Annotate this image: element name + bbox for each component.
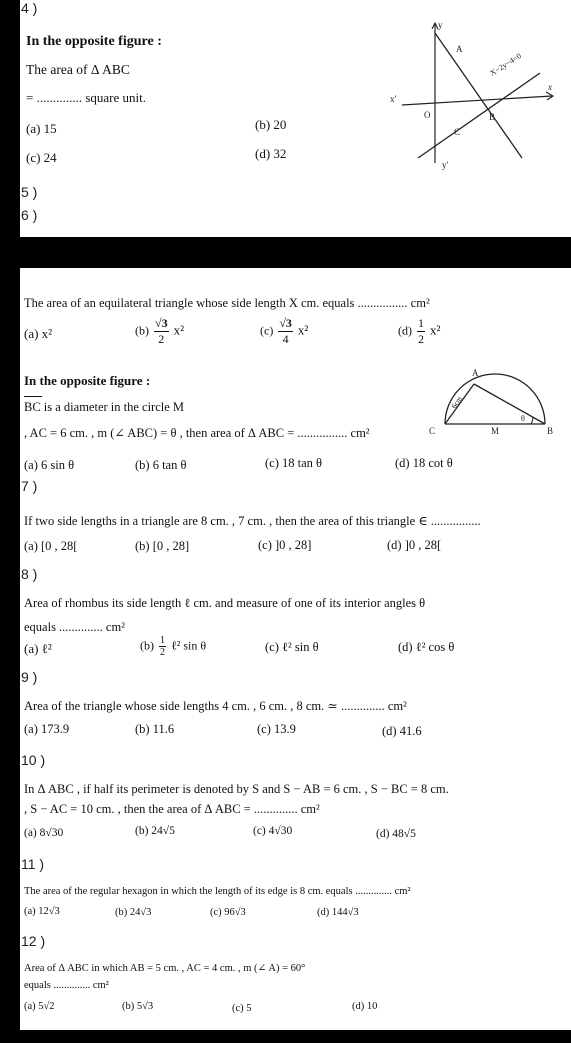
x-neg-label: x′	[390, 94, 397, 104]
point-a-label: A	[472, 368, 479, 378]
q8-option-c: (c) ℓ² sin θ	[265, 640, 319, 654]
q8-option-b: (b) $\frac{1}{2}$ ℓ² sin θ	[140, 635, 207, 658]
q-equilateral-option-b: (b) $\frac{√3}{2}$ x²	[135, 316, 184, 346]
q9-text: Area of the triangle whose side lengths 4 cm. , 6 cm. , 8 cm. ≃ .............. cm²	[24, 699, 407, 713]
q9-option-b: (b) 11.6	[135, 722, 175, 736]
q12-option-d: (d) 10	[352, 1001, 378, 1012]
question-number-11: 11 )	[21, 856, 45, 872]
question-number-10: 10 )	[21, 752, 46, 768]
q4-option-d: (d) 32	[255, 146, 287, 161]
q9-option-a: (a) 173.9	[24, 722, 70, 736]
bc-overline	[24, 396, 42, 397]
line-ab	[435, 33, 522, 158]
q-circle-figure	[425, 364, 555, 439]
q12-line2: equals .............. cm²	[24, 980, 109, 991]
q10-option-a: (a) 8√30	[24, 827, 64, 839]
q12-option-a: (a) 5√2	[24, 1001, 55, 1012]
q-circle-option-c: (c) 18 tan θ	[265, 456, 323, 470]
q12-option-c: (c) 5	[232, 1003, 252, 1014]
q-circle-option-d: (d) 18 cot θ	[395, 456, 453, 470]
point-m-label: M	[491, 426, 500, 436]
q4-heading: In the opposite figure :	[26, 34, 162, 49]
q10-line1: In Δ ABC , if half its perimeter is denoted by S and S − AB = 6 cm. , S − BC = 8 cm.	[24, 782, 449, 796]
q-circle-option-b: (b) 6 tan θ	[135, 458, 187, 472]
q4-figure	[380, 18, 560, 173]
q10-option-b: (b) 24√5	[135, 825, 175, 837]
line-equation-label: X−2y−4=0	[488, 51, 524, 78]
x-label: x	[548, 82, 552, 92]
q12-line1: Area of Δ ABC in which AB = 5 cm. , AC = 4 cm. , m (∠ A) = 60°	[24, 963, 306, 974]
point-c-label: C	[454, 127, 461, 137]
q-equilateral-option-c: (c) $\frac{√3}{4}$ x²	[260, 316, 309, 346]
q8-option-a: (a) ℓ²	[24, 641, 52, 656]
line-bc	[418, 73, 540, 158]
q-equilateral-option-d: (d) $\frac{1}{2}$ x²	[398, 316, 441, 346]
q-equilateral-text: The area of an equilateral triangle whose side length X cm. equals ................ cm²	[24, 296, 430, 310]
q4-option-b: (b) 20	[255, 117, 287, 132]
question-panel-top	[20, 0, 571, 237]
side-ab	[474, 384, 545, 424]
q4-line1: The area of Δ ABC	[26, 62, 130, 77]
q4-option-a: (a) 15	[26, 121, 57, 136]
x-axis	[402, 96, 552, 105]
point-b-label: B	[489, 112, 496, 122]
q7-option-a: (a) [0 , 28[	[24, 539, 78, 553]
q11-text: The area of the regular hexagon in which the length of its edge is 8 cm. equals .............. cm²	[24, 886, 411, 897]
q-circle-heading: In the opposite figure :	[24, 373, 151, 388]
q8-option-d: (d) ℓ² cos θ	[398, 640, 455, 654]
q11-option-a: (a) 12√3	[24, 906, 60, 917]
question-number-8: 8 )	[21, 566, 38, 582]
question-panel-bottom	[20, 268, 571, 1030]
question-number-6: 6 )	[21, 207, 38, 223]
point-a-label: A	[456, 44, 463, 54]
y-label: y	[438, 20, 443, 30]
q7-option-c: (c) ]0 , 28]	[258, 538, 312, 552]
side-length-label: 6cm	[449, 394, 465, 411]
q7-text: If two side lengths in a triangle are 8 cm. , 7 cm. , then the area of this triangle ∈ ................	[24, 514, 481, 528]
q9-option-c: (c) 13.9	[257, 722, 296, 736]
q11-option-c: (c) 96√3	[210, 907, 246, 918]
question-number-12: 12 )	[21, 933, 46, 949]
q4-option-c: (c) 24	[26, 150, 57, 165]
q12-option-b: (b) 5√3	[122, 1001, 154, 1012]
q10-line2: , S − AC = 10 cm. , then the area of Δ ABC = .............. cm²	[24, 802, 320, 816]
q8-line1: Area of rhombus its side length ℓ cm. and measure of one of its interior angles θ	[24, 596, 426, 610]
question-number-4: 4 )	[21, 0, 38, 16]
angle-arc	[531, 417, 533, 424]
q7-option-b: (b) [0 , 28]	[135, 539, 190, 553]
q8-line2: equals .............. cm²	[24, 620, 125, 634]
q11-option-b: (b) 24√3	[115, 907, 152, 918]
point-c-label: C	[429, 426, 436, 436]
q4-line2: = .............. square unit.	[26, 90, 146, 105]
q-circle-line2: , AC = 6 cm. , m (∠ ABC) = θ , then area of Δ ABC = ................ cm²	[24, 426, 370, 440]
question-number-7: 7 )	[21, 478, 38, 494]
q10-option-d: (d) 48√5	[376, 828, 416, 840]
q10-option-c: (c) 4√30	[253, 825, 293, 837]
question-number-9: 9 )	[21, 669, 38, 685]
y-neg-label: y′	[442, 160, 449, 170]
q7-option-d: (d) ]0 , 28[	[387, 538, 442, 552]
q-circle-line1: BC is a diameter in the circle M	[24, 400, 185, 414]
angle-theta-label: θ	[521, 414, 525, 423]
origin-label: O	[424, 110, 431, 120]
question-number-5: 5 )	[21, 184, 38, 200]
point-b-label: B	[547, 426, 554, 436]
q-circle-option-a: (a) 6 sin θ	[24, 458, 75, 472]
q11-option-d: (d) 144√3	[317, 907, 359, 918]
q-equilateral-option-a: (a) x²	[24, 326, 53, 341]
q9-option-d: (d) 41.6	[382, 724, 422, 738]
